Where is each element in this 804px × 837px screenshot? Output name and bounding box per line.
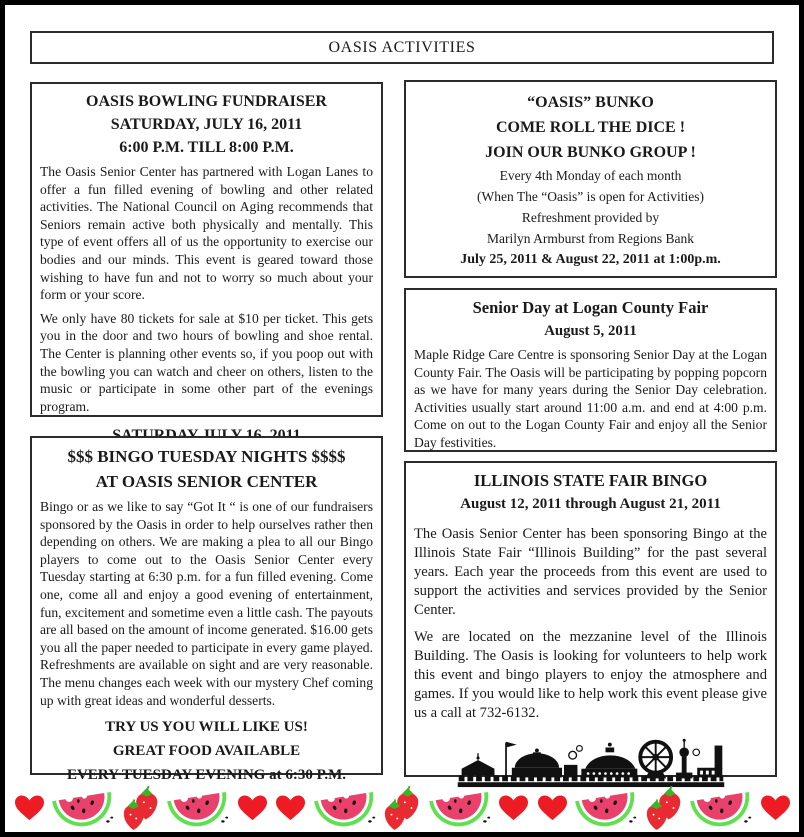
page-title: OASIS ACTIVITIES xyxy=(328,38,476,56)
bowling-paragraph-1: The Oasis Senior Center has partnered with Logan Lanes to offer a fun filled evening of bowling and other related activities. The National Council on Aging recommends that Seniors remain active both physically and mentally. This type of event offers all of us the opportunity to exercise our bodies and our minds. This event is geared toward those wishing to have fun and not to worry so much about your form or your score. xyxy=(40,164,373,303)
section-bowling-fundraiser xyxy=(30,82,383,417)
state-fair-paragraph-2: We are located on the mezzanine level of the Illinois Building. The Oasis is looking for volunteers to help work this event and bingo players to enjoy the atmosphere and games. If you would like to help work this event please give us a call at 732-6132. xyxy=(414,629,767,721)
section-bunko xyxy=(404,80,777,278)
heart-icon xyxy=(536,794,569,823)
bingo-closing-2: GREAT FOOD AVAILABLE xyxy=(112,743,301,760)
fairgrounds-skyline-image xyxy=(455,733,727,789)
decor-border xyxy=(7,783,797,833)
watermelon-icon xyxy=(313,785,377,831)
state-fair-dates: August 12, 2011 through August 21, 2011 xyxy=(460,496,721,512)
bingo-body: Bingo or as we like to say “Got It “ is one of our fundraisers sponsored by the Oasis in order to help ourselves rather then depending on others. We are making a plea to all our Bingo players to come out to the Oasis Senior Center every Tuesday starting at 6:30 p.m. for a fun filled evening. Come one, come all and enjoy a good evening of entertainment, fun, excitement and sometime even a little cash. The payouts are all based on the amount of income generated. $16.00 gets you all the paper needed to participate in every game played. Refreshments are available on sight and are very reasonable. The menu changes each week with our mystery Chef coming up with great ideas and wonderful desserts. xyxy=(40,499,373,708)
state-fair-paragraph-1: The Oasis Senior Center has been sponsoring Bingo at the Illinois State Fair “Illinois Building” for the past several years. Each year the proceeds from this event are used to support the activities and services provided by the Senior Center. xyxy=(414,526,767,618)
bunko-schedule: Every 4th Monday of each month xyxy=(499,168,682,183)
bunko-sponsor: Marilyn Armburst from Regions Bank xyxy=(487,231,694,246)
bingo-closing-1: TRY US YOU WILL LIKE US! xyxy=(105,719,308,736)
watermelon-icon xyxy=(574,785,638,831)
section-senior-day xyxy=(404,288,777,452)
watermelon-icon xyxy=(428,785,492,831)
heart-icon xyxy=(497,794,530,823)
bingo-heading-1: $$$ BINGO TUESDAY NIGHTS $$$$ xyxy=(67,447,346,466)
bunko-note: (When The “Oasis” is open for Activities) xyxy=(477,189,704,204)
senior-day-body: Maple Ridge Care Centre is sponsoring Senior Day at the Logan County Fair. The Oasis will be participating by popping popcorn as we have for many years during the Senior Day celebration. Activities usually start around 11:00 a.m. and end at 4:00 p.m. Come on out to the Logan County Fair and enjoy all the Senior Day festivities. xyxy=(414,347,767,450)
heart-icon xyxy=(236,794,269,823)
bunko-refreshment: Refreshment provided by xyxy=(521,210,660,225)
section-state-fair-bingo xyxy=(404,461,777,777)
heart-icon xyxy=(13,794,46,823)
watermelon-icon xyxy=(51,785,115,831)
heart-icon xyxy=(759,794,792,823)
state-fair-heading: ILLINOIS STATE FAIR BINGO xyxy=(473,471,708,490)
bowling-date: SATURDAY, JULY 16, 2011 xyxy=(110,116,303,133)
heart-icon xyxy=(274,794,307,823)
bunko-heading-2: COME ROLL THE DICE ! xyxy=(495,119,686,136)
bunko-heading-3: JOIN OUR BUNKO GROUP ! xyxy=(485,144,696,161)
bowling-heading: OASIS BOWLING FUNDRAISER xyxy=(86,93,327,110)
section-bingo-tuesday xyxy=(30,436,383,784)
senior-day-heading: Senior Day at Logan County Fair xyxy=(472,298,709,317)
strawberry-icon xyxy=(644,785,684,831)
page-title-box xyxy=(30,31,774,64)
watermelon-icon xyxy=(689,785,753,831)
bingo-closing-3: EVERY TUESDAY EVENING at 6:30 P.M. xyxy=(66,767,347,784)
strawberry-icon xyxy=(121,785,161,831)
bunko-dates: July 25, 2011 & August 22, 2011 at 1:00p.m. xyxy=(460,252,721,267)
strawberry-icon xyxy=(382,785,422,831)
bowling-paragraph-2: We only have 80 tickets for sale at $10 per ticket. This gets you in the door and two hours of bowling and shoe rental. The Center is planning other events so, if you poop out with the bowling you can watch and cheer on others, listen to the music or participate in some other part of the evenings program. xyxy=(40,310,373,414)
senior-day-date: August 5, 2011 xyxy=(544,323,637,339)
bowling-time: 6:00 P.M. TILL 8:00 P.M. xyxy=(119,139,294,156)
watermelon-icon xyxy=(166,785,230,831)
bunko-heading-1: “OASIS” BUNKO xyxy=(527,94,654,111)
bingo-heading-2: AT OASIS SENIOR CENTER xyxy=(95,472,318,491)
